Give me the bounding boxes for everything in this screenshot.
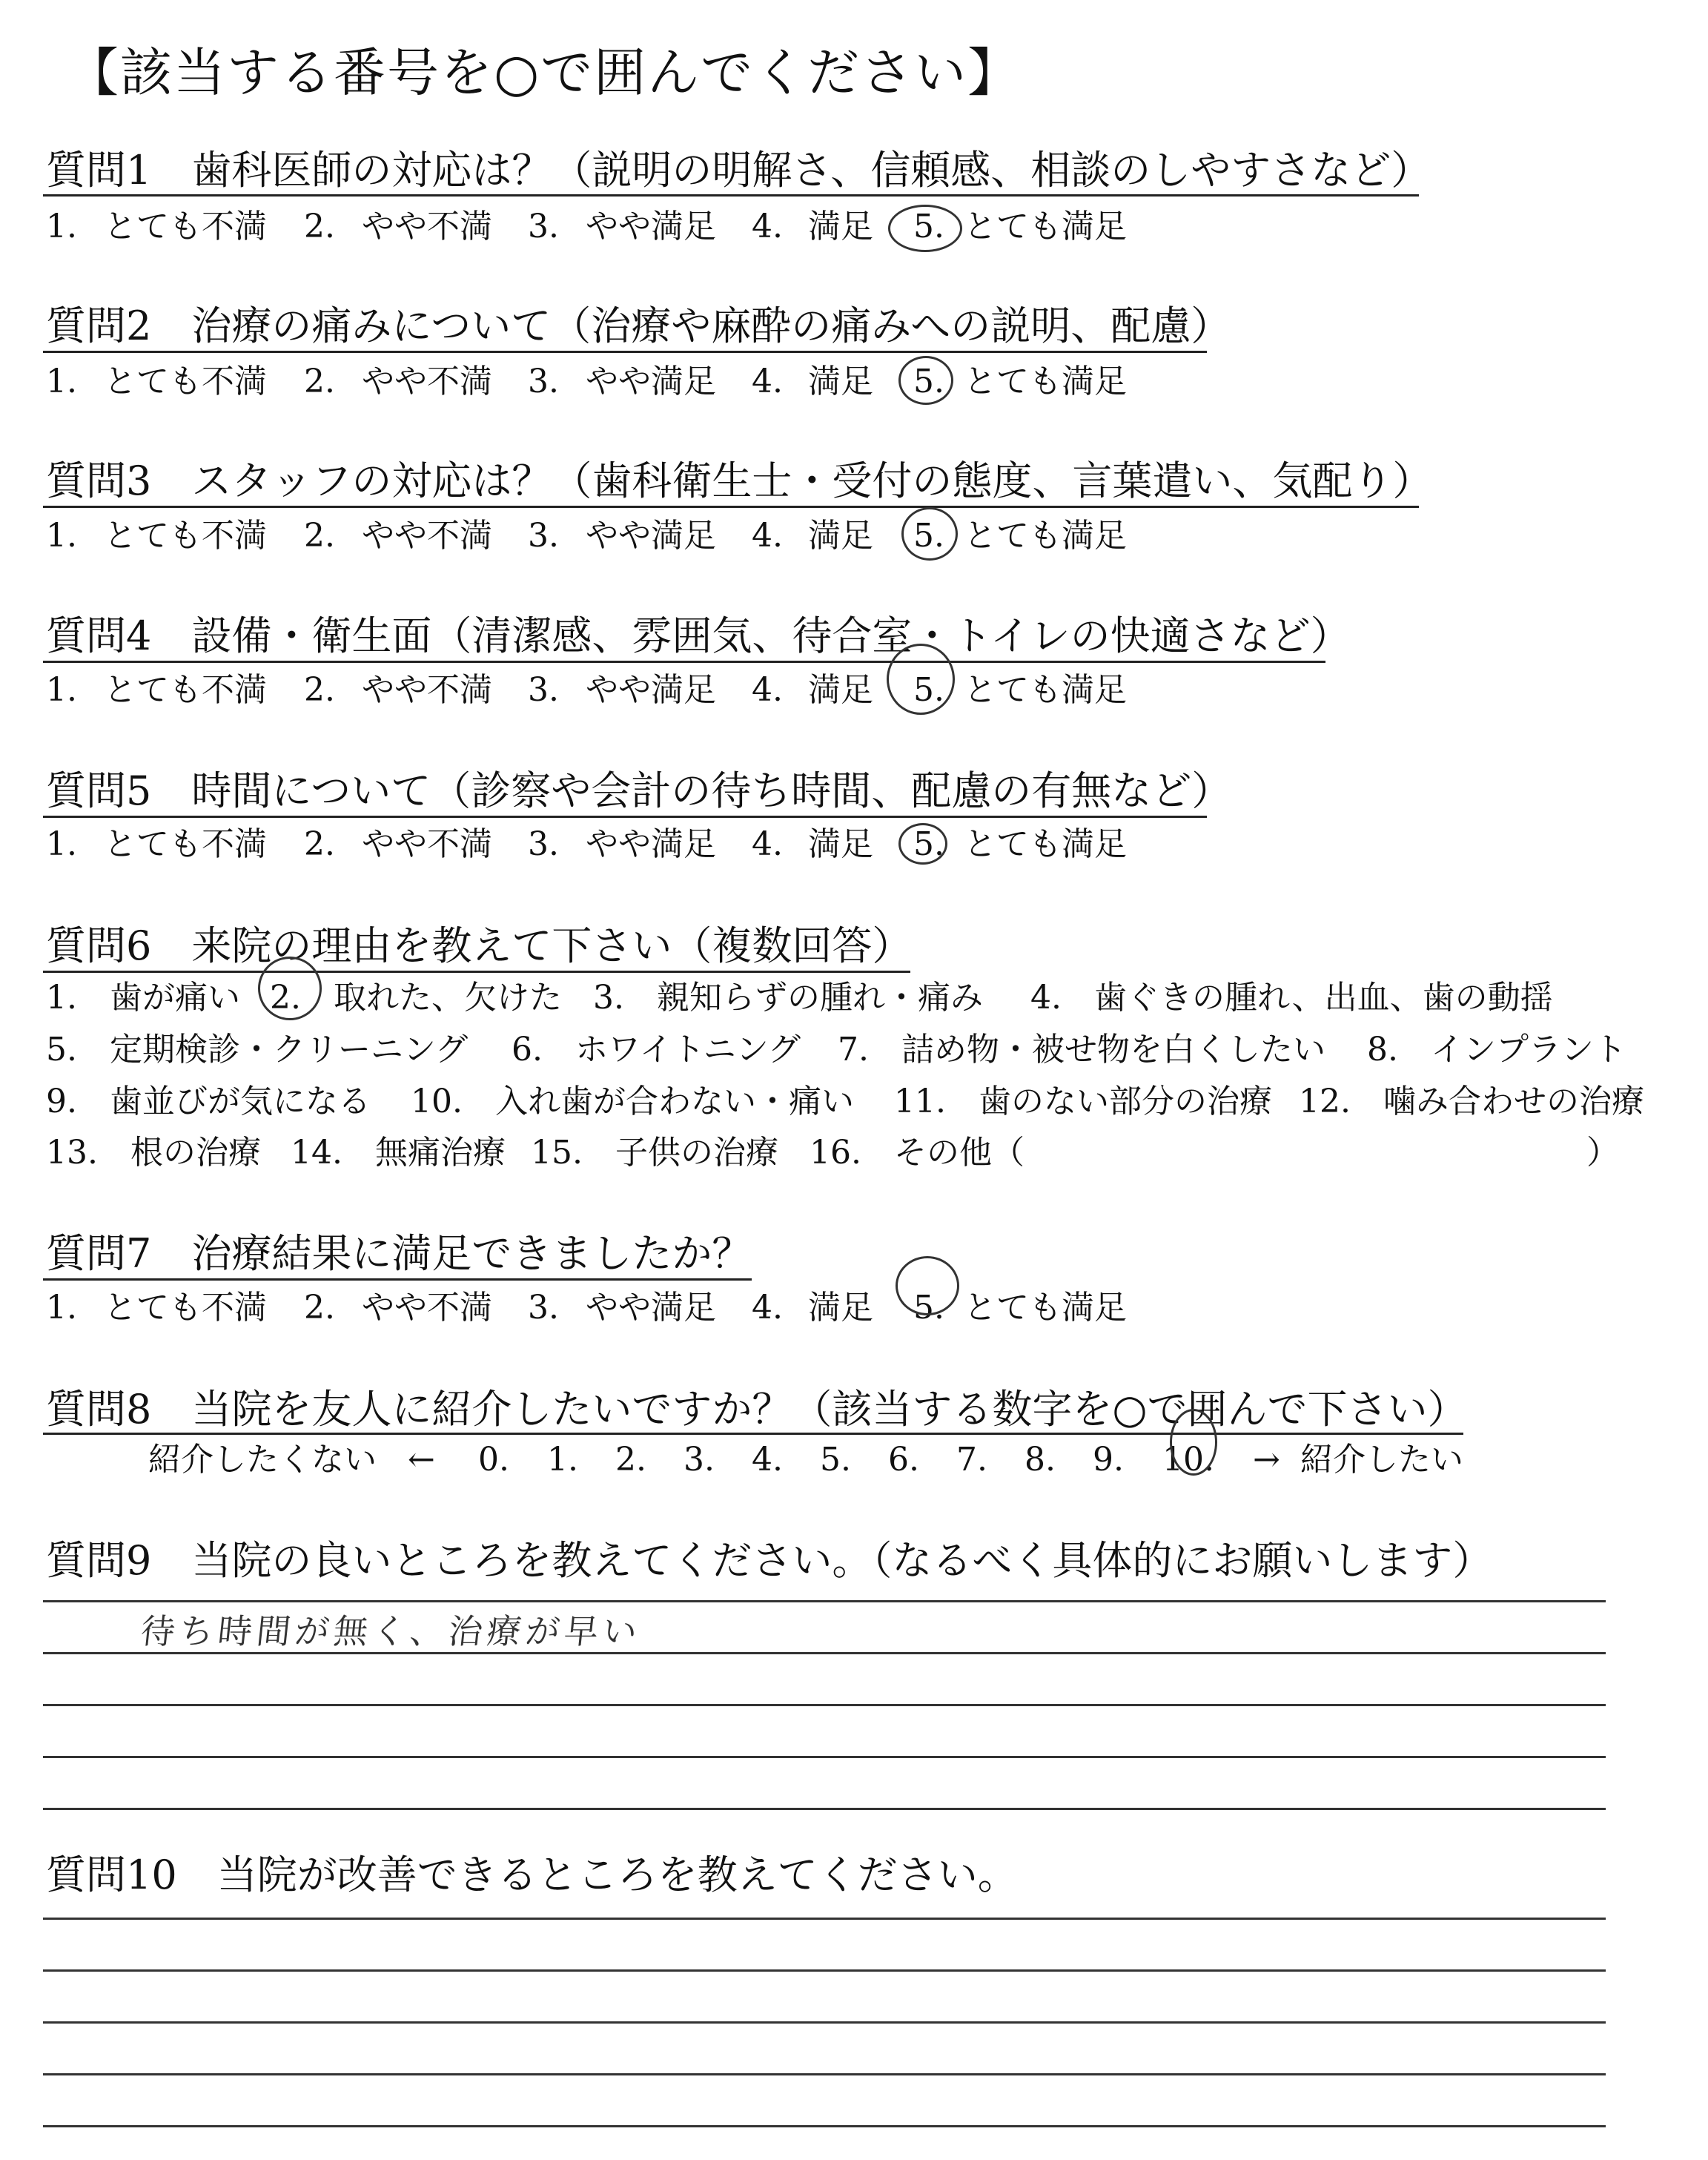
q7-option-4-label: 満足 — [808, 1289, 873, 1327]
q1-option-5-num[interactable]: 5. — [913, 208, 944, 245]
scale-4[interactable]: 4. — [752, 1441, 783, 1479]
q7-option-3-num[interactable]: 3. — [528, 1289, 559, 1327]
q4-option-3-num[interactable]: 3. — [528, 671, 559, 709]
answer-line — [43, 1918, 1606, 1920]
scale-1[interactable]: 1. — [547, 1441, 578, 1479]
reason-10[interactable]: 10. 入れ歯が合わない・痛い — [411, 1083, 854, 1120]
scale-7[interactable]: 7. — [956, 1441, 987, 1479]
answer-line — [43, 1704, 1606, 1706]
q5-option-3-num[interactable]: 3. — [528, 825, 559, 863]
q7-option-4-num[interactable]: 4. — [752, 1289, 783, 1327]
question-7-heading: 質問7 治療結果に満足できましたか？ — [46, 1230, 752, 1277]
q3-option-1-label: とても不満 — [104, 517, 267, 555]
q7-option-5-num[interactable]: 5. — [913, 1289, 944, 1327]
q1-option-1-label: とても不満 — [104, 208, 267, 245]
reason-1[interactable]: 1. 歯が痛い — [46, 979, 240, 1017]
q7-option-2-num[interactable]: 2. — [304, 1289, 335, 1327]
reason-8[interactable]: 8. インプラント — [1367, 1031, 1626, 1069]
q4-option-5-label: とても満足 — [964, 671, 1127, 709]
question-1-underline — [43, 194, 1419, 196]
q3-option-3-num[interactable]: 3. — [528, 517, 559, 555]
q1-option-5-label: とても満足 — [964, 208, 1127, 245]
reason-15[interactable]: 15. 子供の治療 — [531, 1134, 778, 1172]
q2-option-2-num[interactable]: 2. — [304, 363, 335, 400]
q7-option-3-label: やや満足 — [586, 1289, 716, 1327]
question-1-heading: 質問1 歯科医師の対応は？（説明の明解さ、信頼感、相談のしやすさなど） — [46, 147, 1431, 194]
q2-option-1-label: とても不満 — [104, 363, 267, 400]
q5-circle-mark — [898, 823, 947, 865]
q3-option-4-label: 満足 — [808, 517, 873, 555]
q2-option-5-label: とても満足 — [964, 363, 1127, 400]
question-3-underline — [43, 506, 1419, 508]
question-5-underline — [43, 816, 1207, 818]
q4-option-3-label: やや満足 — [586, 671, 716, 709]
q2-option-1-num[interactable]: 1. — [46, 363, 77, 400]
q3-option-2-label: やや不満 — [362, 517, 492, 555]
q3-option-1-num[interactable]: 1. — [46, 517, 77, 555]
q4-option-2-num[interactable]: 2. — [304, 671, 335, 709]
answer-line — [43, 2073, 1606, 2075]
q5-option-5-label: とても満足 — [964, 825, 1127, 863]
q5-option-4-label: 満足 — [808, 825, 873, 863]
reason-5[interactable]: 5. 定期検診・クリーニング — [46, 1031, 469, 1069]
question-10-heading: 質問10 当院が改善できるところを教えてください。 — [46, 1852, 1018, 1898]
q1-option-3-label: やや満足 — [586, 208, 716, 245]
reason-13[interactable]: 13. 根の治療 — [46, 1134, 261, 1172]
q7-option-1-label: とても不満 — [104, 1289, 267, 1327]
q7-option-5-label: とても満足 — [964, 1289, 1127, 1327]
recommend-right-label: 紹介したい — [1300, 1441, 1463, 1479]
q7-option-1-num[interactable]: 1. — [46, 1289, 77, 1327]
recommend-left-arrow: ← — [408, 1441, 435, 1479]
scale-2[interactable]: 2. — [615, 1441, 646, 1479]
question-9-heading: 質問9 当院の良いところを教えてください。（なるべく具体的にお願いします） — [46, 1537, 1493, 1584]
scale-9[interactable]: 9. — [1093, 1441, 1124, 1479]
scale-10[interactable]: 10. — [1162, 1441, 1214, 1479]
q3-circle-mark — [901, 507, 958, 561]
q5-option-2-label: やや不満 — [362, 825, 492, 863]
q1-option-1-num[interactable]: 1. — [46, 208, 77, 245]
reason-16-close: ） — [1586, 1134, 1619, 1172]
q2-option-3-num[interactable]: 3. — [528, 363, 559, 400]
q5-option-5-num[interactable]: 5. — [913, 825, 944, 863]
answer-line — [43, 1808, 1606, 1810]
q1-circle-mark — [888, 205, 962, 252]
answer-line — [43, 1756, 1606, 1758]
q3-option-3-label: やや満足 — [586, 517, 716, 555]
question-6-underline — [43, 971, 910, 973]
q4-option-2-label: やや不満 — [362, 671, 492, 709]
question-2-heading: 質問2 治療の痛みについて（治療や麻酔の痛みへの説明、配慮） — [46, 303, 1231, 349]
q1-option-3-num[interactable]: 3. — [528, 208, 559, 245]
q6-circle-mark — [258, 957, 322, 1020]
q5-option-2-num[interactable]: 2. — [304, 825, 335, 863]
q7-circle-mark — [896, 1256, 959, 1315]
q4-circle-mark — [887, 644, 955, 715]
q4-option-1-num[interactable]: 1. — [46, 671, 77, 709]
scale-5[interactable]: 5. — [820, 1441, 851, 1479]
q3-option-5-num[interactable]: 5. — [913, 517, 944, 555]
q2-option-2-label: やや不満 — [362, 363, 492, 400]
q5-option-3-label: やや満足 — [586, 825, 716, 863]
scale-6[interactable]: 6. — [888, 1441, 919, 1479]
q3-option-5-label: とても満足 — [964, 517, 1127, 555]
q5-option-1-num[interactable]: 1. — [46, 825, 77, 863]
q7-option-2-label: やや不満 — [362, 1289, 492, 1327]
q4-option-4-num[interactable]: 4. — [752, 671, 783, 709]
reason-9[interactable]: 9. 歯並びが気になる — [46, 1083, 371, 1120]
scale-0[interactable]: 0. — [478, 1441, 509, 1479]
reason-7[interactable]: 7. 詰め物・被せ物を白くしたい — [838, 1031, 1325, 1069]
reason-12[interactable]: 12. 噛み合わせの治療 — [1299, 1083, 1644, 1120]
reason-14[interactable]: 14. 無痛治療 — [291, 1134, 506, 1172]
question-7-underline — [43, 1278, 752, 1281]
question-3-heading: 質問3 スタッフの対応は？（歯科衛生士・受付の態度、言葉遣い、気配り） — [46, 458, 1433, 504]
q2-circle-mark — [898, 356, 953, 405]
q9-handwritten-answer: 待ち時間が無く、治療が早い — [139, 1611, 643, 1651]
reason-2[interactable]: 2. 取れた、欠けた — [270, 979, 562, 1017]
q1-option-4-num[interactable]: 4. — [752, 208, 783, 245]
reason-16[interactable]: 16. その他（ — [810, 1134, 1025, 1172]
question-8-heading: 質問8 当院を友人に紹介したいですか？（該当する数字を○で囲んで下さい） — [46, 1386, 1468, 1433]
answer-line — [43, 2125, 1606, 2127]
question-2-underline — [43, 351, 1207, 353]
recommend-left-label: 紹介したくない — [148, 1441, 377, 1479]
reason-6[interactable]: 6. ホワイトニング — [512, 1031, 801, 1069]
reason-11[interactable]: 11. 歯のない部分の治療 — [894, 1083, 1272, 1120]
q3-option-2-num[interactable]: 2. — [304, 517, 335, 555]
page-title: 【該当する番号を○で囲んでください】 — [67, 42, 1022, 103]
scale-8[interactable]: 8. — [1025, 1441, 1056, 1479]
recommend-right-arrow: → — [1253, 1441, 1280, 1479]
q1-option-4-label: 満足 — [808, 208, 873, 245]
q4-option-4-label: 満足 — [808, 671, 873, 709]
question-6-heading: 質問6 来院の理由を教えて下さい（複数回答） — [46, 922, 913, 969]
q4-option-1-label: とても不満 — [104, 671, 267, 709]
reason-3[interactable]: 3. 親知らずの腫れ・痛み — [593, 979, 983, 1017]
q2-option-3-label: やや満足 — [586, 363, 716, 400]
q2-option-4-label: 満足 — [808, 363, 873, 400]
q5-option-1-label: とても不満 — [104, 825, 267, 863]
q2-option-4-num[interactable]: 4. — [752, 363, 783, 400]
q4-option-5-num[interactable]: 5. — [913, 671, 944, 709]
q1-option-2-label: やや不満 — [362, 208, 492, 245]
q5-option-4-num[interactable]: 4. — [752, 825, 783, 863]
q8-circle-mark — [1170, 1409, 1217, 1476]
q3-option-4-num[interactable]: 4. — [752, 517, 783, 555]
scale-3[interactable]: 3. — [683, 1441, 715, 1479]
answer-line — [43, 1600, 1606, 1602]
question-4-underline — [43, 661, 1325, 663]
q2-option-5-num[interactable]: 5. — [913, 363, 944, 400]
question-4-heading: 質問4 設備・衛生面（清潔感、雰囲気、待合室・トイレの快適さなど） — [46, 612, 1351, 659]
question-5-heading: 質問5 時間について（診察や会計の待ち時間、配慮の有無など） — [46, 767, 1232, 814]
question-8-underline — [43, 1433, 1463, 1435]
reason-4[interactable]: 4. 歯ぐきの腫れ、出血、歯の動揺 — [1030, 979, 1553, 1017]
answer-line — [43, 1969, 1606, 1972]
q1-option-2-num[interactable]: 2. — [304, 208, 335, 245]
answer-line — [43, 2021, 1606, 2024]
